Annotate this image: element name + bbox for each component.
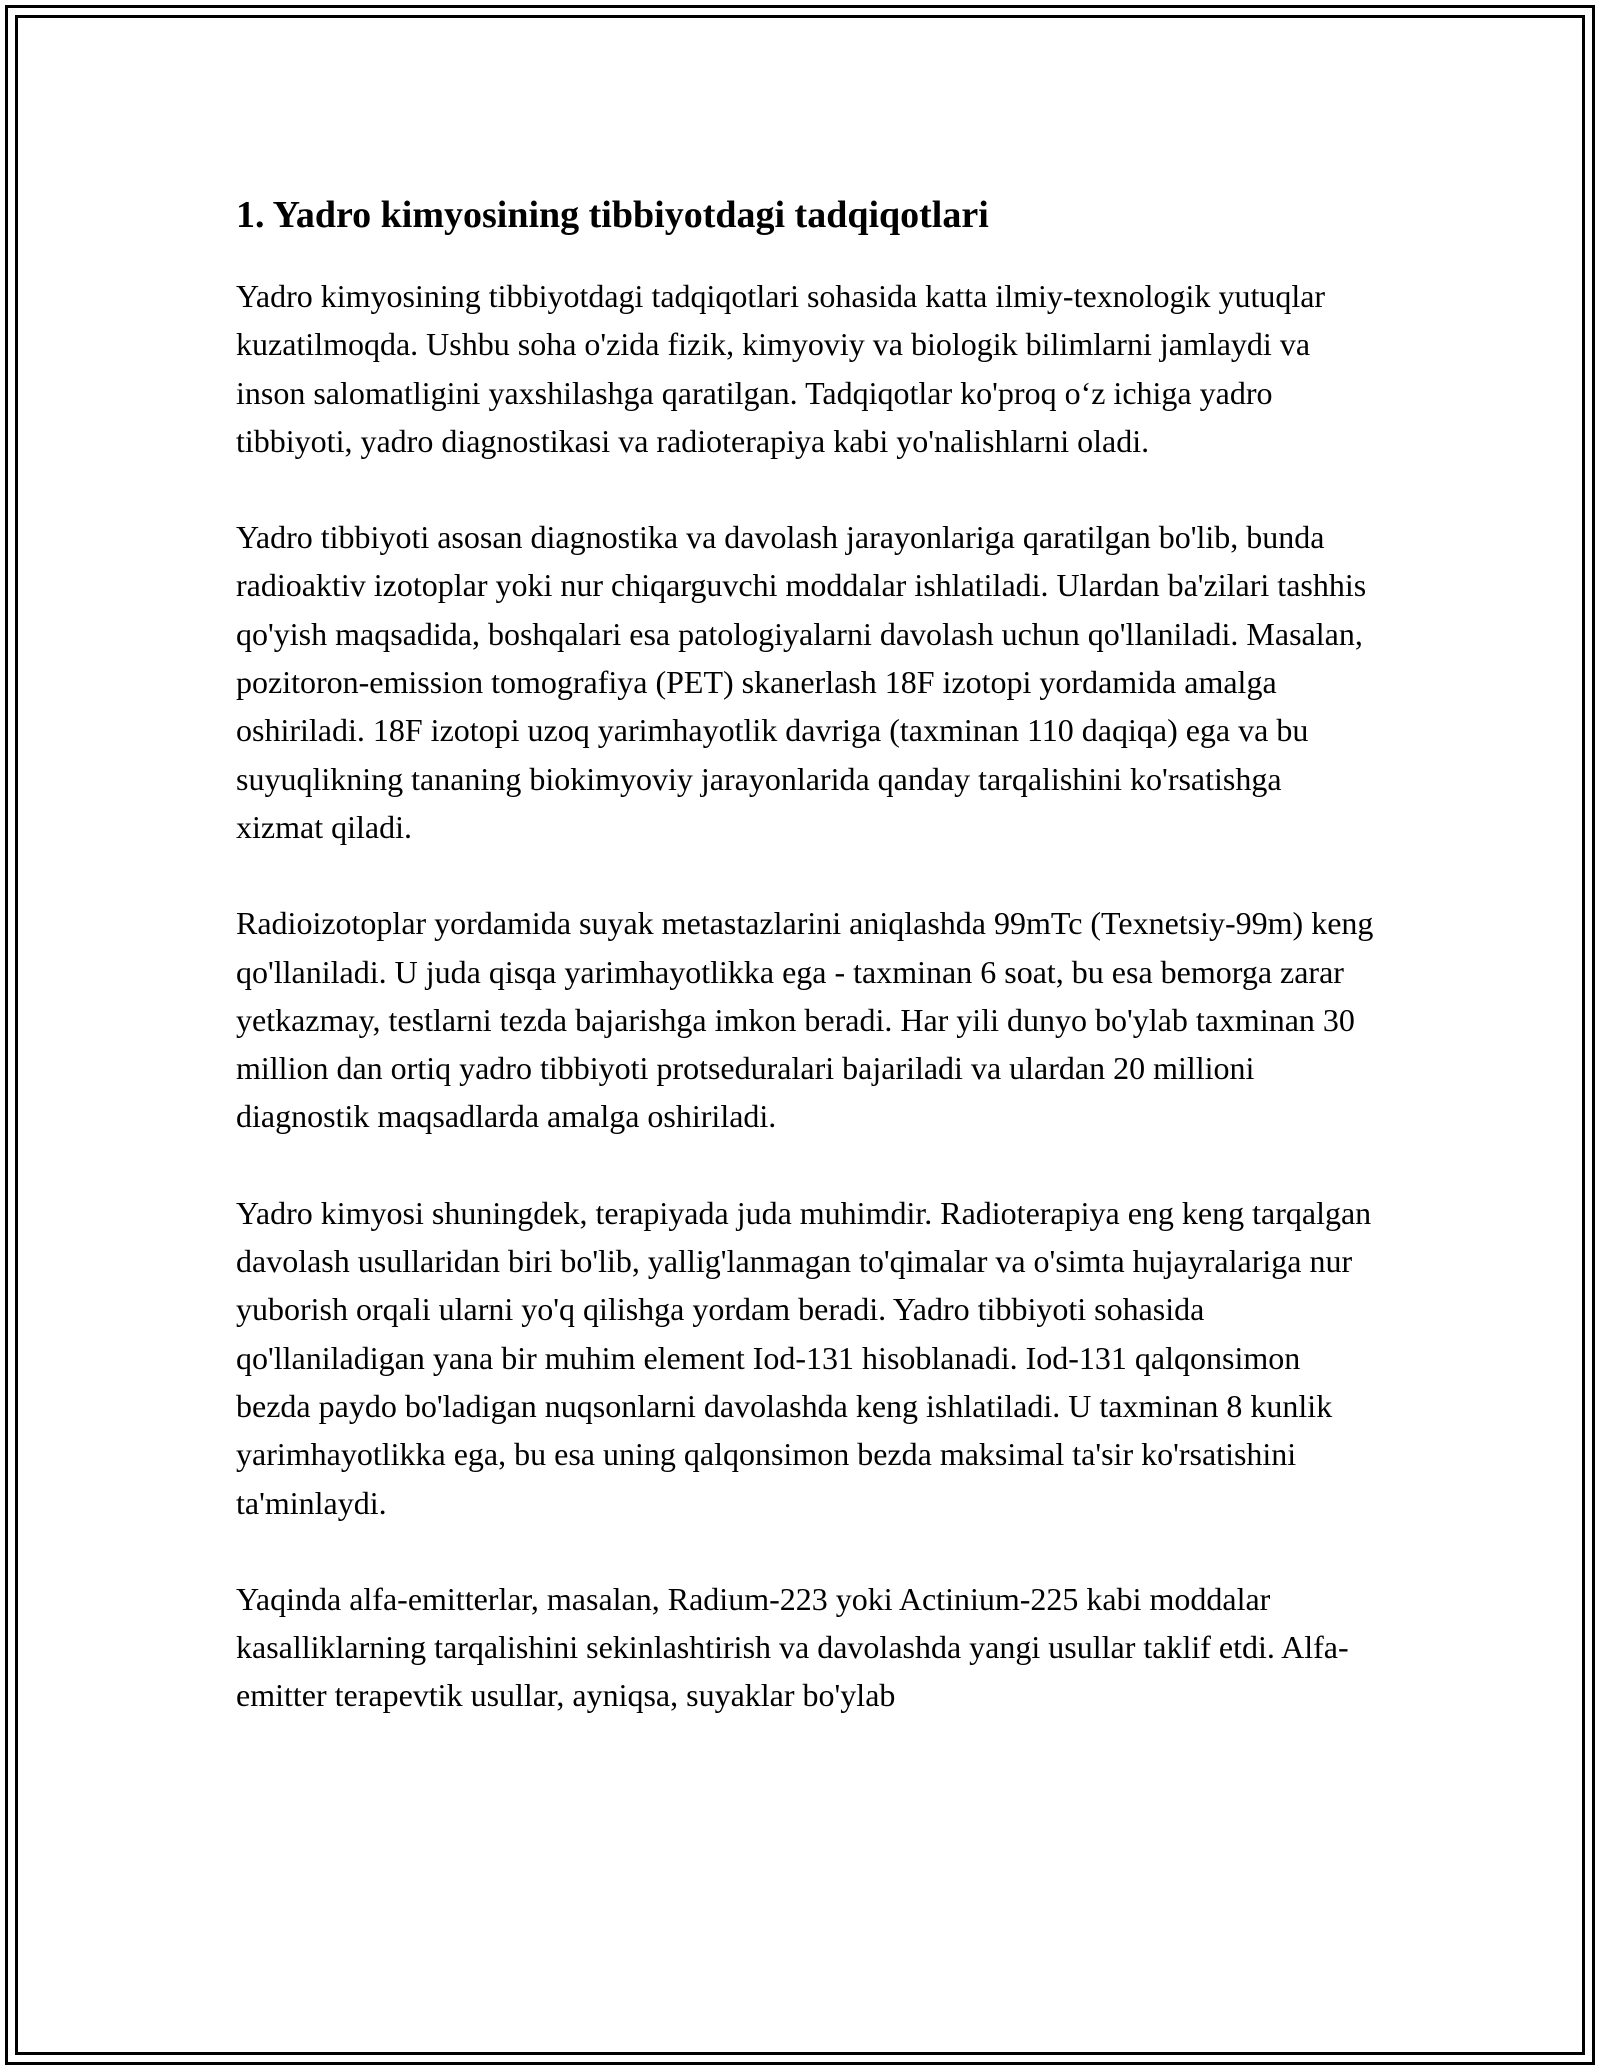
paragraph-4: Yadro kimyosi shuningdek, terapiyada juda muhimdir. Radioterapiya eng keng tarqalgan davolash usullaridan biri bo'lib, yallig'lanmagan to'qimalar va o'simta hujayralariga nur yuborish orqali ularni yo'q qilishga yordam beradi. Yadro tibbiyoti sohasida qo'llaniladigan yana bir muhim element Iod-131 hisoblanadi. Iod-131 qalqonsimon bezda paydo bo'ladigan nuqsonlarni davolashda keng ishlatiladi. U taxminan 8 kunlik yarimhayotlikka ega, bu esa uning qalqonsimon bezda maksimal ta'sir ko'rsatishini ta'minlaydi. [236, 1194, 1372, 1521]
document-body [236, 188, 1376, 1768]
section-heading: 1. Yadro kimyosining tibbiyotdagi tadqiqotlari [236, 194, 989, 236]
paragraph-1: Yadro kimyosining tibbiyotdagi tadqiqotlari sohasida katta ilmiy-texnologik yutuqlar kuzatilmoqda. Ushbu soha o'zida fizik, kimyoviy va biologik bilimlarni jamlaydi va inson salomatligini yaxshilashga qaratilgan. Tadqiqotlar ko'proq o‘z ichiga yadro tibbiyoti, yadro diagnostikasi va radioterapiya kabi yo'nalishlarni oladi. [236, 278, 1326, 459]
paragraph-3: Radioizotoplar yordamida suyak metastazlarini aniqlashda 99mTc (Texnetsiy-99m) keng qo'llaniladi. U juda qisqa yarimhayotlikka ega - taxminan 6 soat, bu esa bemorga zarar yetkazmay, testlarni tezda bajarishga imkon beradi. Har yili dunyo bo'ylab taxminan 30 million dan ortiq yadro tibbiyoti protseduralari bajariladi va ulardan 20 millioni diagnostik maqsadlarda amalga oshiriladi. [236, 905, 1374, 1135]
paragraph-2: Yadro tibbiyoti asosan diagnostika va davolash jarayonlariga qaratilgan bo'lib, bunda radioaktiv izotoplar yoki nur chiqarguvchi moddalar ishlatiladi. Ulardan ba'zilari tashhis qo'yish maqsadida, boshqalari esa patologiyalarni davolash uchun qo'llaniladi. Masalan, pozitoron-emission tomografiya (PET) skanerlash 18F izotopi yordamida amalga oshiriladi. 18F izotopi uzoq yarimhayotlik davriga (taxminan 110 daqiqa) ega va bu suyuqlikning tananing biokimyoviy jarayonlarida qanday tarqalishini ko'rsatishga xizmat qiladi. [236, 519, 1367, 845]
paragraph-5: Yaqinda alfa-emitterlar, masalan, Radium-223 yoki Actinium-225 kabi moddalar kasalliklarning tarqalishini sekinlashtirish va davolashda yangi usullar taklif etdi. Alfa-emitter terapevtik usullar, ayniqsa, suyaklar bo'ylab [236, 1580, 1349, 1714]
